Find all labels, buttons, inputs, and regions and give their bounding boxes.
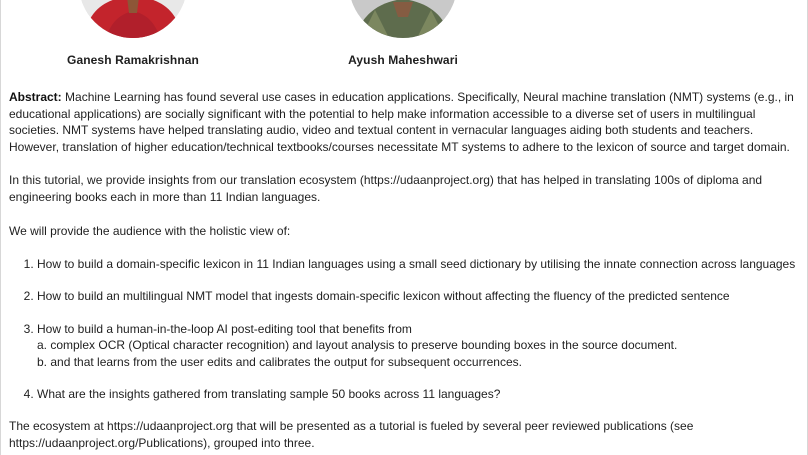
list-item <box>37 386 801 403</box>
speaker-photo <box>349 0 457 38</box>
abstract-text: Machine Learning has found several use cases in education applications. Specifically, Neural machine translation (NMT) systems (e.g., in educational applications) are socially significant with the potential to help make information accessible to a diverse set of users in multilingual societies. NMT systems have helped translating audio, video and textual content in vernacular languages aiding both students and teachers. However, translation of higher education/technical textbooks/courses necessitate MT systems to adhere to the lexicon of source and target domain. <box>9 90 794 154</box>
speaker-name: Ganesh Ramakrishnan <box>67 53 199 67</box>
holistic-view-intro: We will provide the audience with the holistic view of: <box>9 223 291 238</box>
list-item <box>37 321 801 371</box>
list-item <box>37 288 801 305</box>
closing-paragraph: The ecosystem at https://udaanproject.org that will be presented as a tutorial is fueled by several peer reviewed publications (see https://udaanproject.org/Publications), grouped into three. <box>9 419 694 450</box>
list-item <box>37 256 801 273</box>
abstract-label: Abstract: <box>9 90 62 104</box>
speaker-name: Ayush Maheshwari <box>348 53 458 67</box>
abstract-paragraph <box>9 89 801 155</box>
list-item-text: How to build an multilingual NMT model that ingests domain-specific lexicon without affecting the fluency of the predicted sentence <box>37 289 730 304</box>
list-item-text: How to build a domain-specific lexicon in 11 Indian languages using a small seed dictionary by utilising the innate connection across languages <box>37 257 796 272</box>
sublist-item: a. complex OCR (Optical character recognition) and layout analysis to preserve bounding boxes in the source document. <box>37 338 678 353</box>
speaker-ayush <box>308 0 498 67</box>
speaker-ganesh <box>38 0 228 67</box>
speaker-photo <box>79 0 187 38</box>
tutorial-description <box>9 89 801 455</box>
list-item-text: What are the insights gathered from translating sample 50 books across 11 languages? <box>37 386 501 401</box>
sublist-item: b. and that learns from the user edits and calibrates the output for subsequent occurrences. <box>37 354 522 369</box>
holistic-view-list <box>9 256 801 402</box>
post-editing-sublist <box>37 337 801 370</box>
tutorial-paragraph: In this tutorial, we provide insights from our translation ecosystem (https://udaanproject.org) that has helped in translating 100s of diploma and engineering books each in more than 11 Indian languages. <box>9 173 763 204</box>
list-item-text: How to build a human-in-the-loop AI post-editing tool that benefits from <box>37 321 412 336</box>
